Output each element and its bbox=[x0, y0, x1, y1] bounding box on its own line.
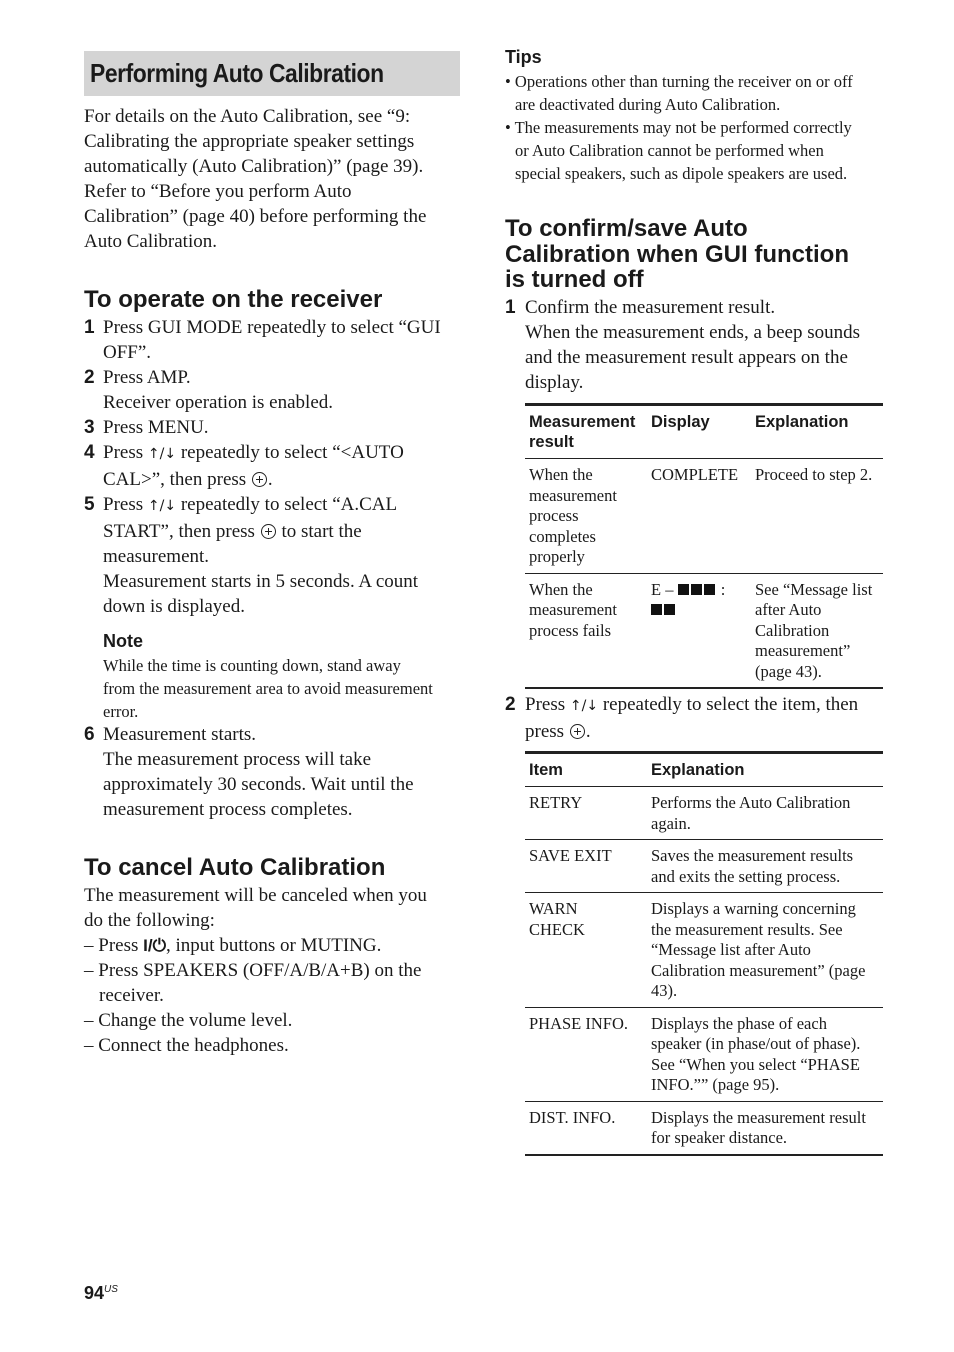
intro-line: Calibration” (page 40) before performing the bbox=[84, 206, 427, 227]
column-header: Measurement result bbox=[529, 413, 636, 451]
column-header: Explanation bbox=[755, 413, 849, 431]
table-row bbox=[525, 840, 883, 893]
page-number bbox=[84, 1283, 118, 1304]
intro-line: Auto Calibration. bbox=[84, 231, 217, 252]
text: : bbox=[720, 579, 726, 599]
step-number: 6 bbox=[84, 724, 95, 745]
table-cell: PHASE INFO. bbox=[529, 1013, 629, 1033]
table-row bbox=[525, 1007, 883, 1101]
step-text: Press GUI MODE repeatedly to select “GUI bbox=[103, 317, 441, 338]
cancel-bullet: – Connect the headphones. bbox=[84, 1035, 289, 1056]
step-text bbox=[103, 519, 460, 544]
block-icon bbox=[704, 584, 715, 595]
step-1 bbox=[84, 315, 460, 365]
note-text bbox=[103, 654, 463, 723]
note-line: from the measurement area to avoid measurement bbox=[103, 679, 433, 698]
table-cell: Displays the measurement result for speaker distance. bbox=[651, 1107, 866, 1147]
table-cell: WARN CHECK bbox=[529, 899, 585, 939]
table-cell: Proceed to step 2. bbox=[755, 465, 873, 484]
operate-heading: To operate on the receiver bbox=[84, 286, 383, 313]
step-text: Confirm the measurement result. bbox=[525, 297, 776, 318]
heading-line: To confirm/save Auto bbox=[505, 215, 748, 242]
table-cell: Displays the phase of each speaker (in phase/out of phase). See “When you select “PHASE INFO.”” (page 95). bbox=[651, 1013, 861, 1094]
page-number-suffix: US bbox=[104, 1284, 118, 1295]
table-cell: Displays a warning concerning the measurement results. See “Message list after Auto Calibration measurement” (page 43). bbox=[651, 899, 866, 1000]
step-text bbox=[525, 692, 885, 719]
step-text: Measurement starts in 5 seconds. A count bbox=[103, 571, 419, 592]
table-cell: SAVE EXIT bbox=[529, 846, 612, 865]
table-cell: When the measurement process fails bbox=[529, 579, 617, 640]
step-5 bbox=[84, 492, 460, 619]
step-text: When the measurement ends, a beep sounds bbox=[525, 322, 861, 343]
enter-button-icon bbox=[261, 524, 276, 539]
step-number: 2 bbox=[84, 367, 95, 388]
step-3 bbox=[84, 415, 460, 440]
result-table bbox=[525, 403, 883, 689]
up-down-arrow-icon: ↑/↓ bbox=[147, 446, 177, 462]
text: Press bbox=[103, 494, 148, 515]
tip-line: are deactivated during Auto Calibration. bbox=[515, 95, 781, 114]
tip-line: • The measurements may not be performed correctly bbox=[505, 118, 852, 137]
tips-heading: Tips bbox=[505, 47, 542, 67]
section-title-banner bbox=[84, 51, 460, 96]
table-cell: Saves the measurement results and exits the setting process. bbox=[651, 846, 854, 886]
note-line: While the time is counting down, stand away bbox=[103, 656, 401, 675]
step-number: 3 bbox=[84, 417, 95, 438]
step-text: approximately 30 seconds. Wait until the bbox=[103, 774, 414, 795]
block-icon bbox=[664, 604, 675, 615]
confirm-step-1 bbox=[505, 295, 885, 395]
step-text: Measurement starts. bbox=[103, 724, 257, 745]
intro-line: automatically (Auto Calibration)” (page 39). bbox=[84, 156, 424, 177]
enter-button-icon bbox=[252, 472, 267, 487]
power-icon: I/⏻ bbox=[143, 936, 167, 955]
confirm-heading bbox=[505, 216, 885, 293]
text: press bbox=[525, 721, 569, 742]
table-row bbox=[525, 1101, 883, 1155]
cancel-heading: To cancel Auto Calibration bbox=[84, 854, 386, 881]
step-text: and the measurement result appears on the bbox=[525, 347, 848, 368]
step-text bbox=[525, 719, 885, 744]
intro-line: For details on the Auto Calibration, see “9: bbox=[84, 106, 411, 127]
step-text: Press AMP. bbox=[103, 367, 191, 388]
text: repeatedly to select “A.CAL bbox=[176, 494, 398, 515]
text: to start the bbox=[276, 521, 362, 542]
step-text: measurement. bbox=[103, 546, 210, 567]
up-down-arrow-icon: ↑/↓ bbox=[147, 498, 177, 514]
step-4 bbox=[84, 440, 460, 492]
intro-line: Calibrating the appropriate speaker settings bbox=[84, 131, 415, 152]
step-number: 5 bbox=[84, 494, 95, 515]
text: START”, then press bbox=[103, 521, 260, 542]
cancel-bullet: – Change the volume level. bbox=[84, 1010, 293, 1031]
step-text bbox=[103, 492, 460, 519]
cancel-bullet-cont: receiver. bbox=[99, 985, 164, 1006]
step-number: 2 bbox=[505, 694, 516, 715]
table-cell: RETRY bbox=[529, 793, 583, 812]
step-text bbox=[103, 440, 460, 467]
cancel-line: do the following: bbox=[84, 910, 215, 931]
tip-line: special speakers, such as dipole speakers are used. bbox=[515, 164, 848, 183]
note-heading: Note bbox=[103, 631, 143, 651]
block-icon bbox=[678, 584, 689, 595]
step-text: down is displayed. bbox=[103, 596, 245, 617]
tip-line: • Operations other than turning the receiver on or off bbox=[505, 72, 853, 91]
column-header: Display bbox=[651, 413, 710, 431]
table-cell: COMPLETE bbox=[651, 465, 739, 484]
step-text: Press MENU. bbox=[103, 417, 209, 438]
text: , input buttons or MUTING. bbox=[166, 935, 382, 956]
text: repeatedly to select the item, then bbox=[598, 694, 859, 715]
table-row bbox=[525, 573, 883, 688]
step-number: 1 bbox=[505, 297, 516, 318]
step-text bbox=[103, 467, 460, 492]
cancel-bullet bbox=[84, 933, 460, 958]
table-header-row bbox=[525, 405, 883, 459]
step-number: 1 bbox=[84, 317, 95, 338]
table-row bbox=[525, 787, 883, 840]
table-cell: See “Message list after Auto Calibration measurement” (page 43). bbox=[755, 579, 873, 681]
section-title: Performing Auto Calibration bbox=[90, 58, 384, 88]
text: CAL>”, then press bbox=[103, 469, 251, 490]
enter-button-icon bbox=[570, 724, 585, 739]
text: . bbox=[585, 721, 591, 742]
tips-list bbox=[505, 70, 885, 185]
column-header: Item bbox=[529, 761, 563, 779]
text: repeatedly to select “<AUTO bbox=[176, 442, 404, 463]
step-number: 4 bbox=[84, 442, 95, 463]
item-table bbox=[525, 751, 883, 1156]
table-row bbox=[525, 459, 883, 574]
column-header: Explanation bbox=[651, 761, 745, 779]
step-text: Receiver operation is enabled. bbox=[103, 392, 334, 413]
step-text: display. bbox=[525, 372, 584, 393]
table-cell: DIST. INFO. bbox=[529, 1107, 616, 1127]
note-line: error. bbox=[103, 702, 139, 721]
step-text: The measurement process will take bbox=[103, 749, 372, 770]
up-down-arrow-icon: ↑/↓ bbox=[569, 698, 599, 714]
table-cell: When the measurement process completes properly bbox=[529, 465, 617, 566]
page-number-value: 94 bbox=[84, 1283, 105, 1303]
cancel-body bbox=[84, 883, 460, 1058]
step-text: OFF”. bbox=[103, 342, 152, 363]
block-icon bbox=[651, 604, 662, 615]
heading-line: is turned off bbox=[505, 266, 644, 293]
tip-line: or Auto Calibration cannot be performed when bbox=[515, 141, 824, 160]
table-header-row bbox=[525, 753, 883, 787]
intro-line: Refer to “Before you perform Auto bbox=[84, 181, 352, 202]
operate-steps bbox=[84, 315, 460, 619]
block-icon bbox=[691, 584, 702, 595]
table-row bbox=[525, 893, 883, 1008]
table-cell bbox=[647, 573, 751, 688]
cancel-line: The measurement will be canceled when you bbox=[84, 885, 427, 906]
text: E – bbox=[651, 579, 674, 599]
text: Press bbox=[103, 442, 148, 463]
step-6 bbox=[84, 722, 460, 822]
cancel-bullet: – Press SPEAKERS (OFF/A/B/A+B) on the bbox=[84, 960, 422, 981]
text: – Press bbox=[84, 935, 144, 956]
text: Press bbox=[525, 694, 570, 715]
confirm-step-2 bbox=[505, 692, 885, 744]
step-text: measurement process completes. bbox=[103, 799, 353, 820]
text: . bbox=[267, 469, 273, 490]
heading-line: Calibration when GUI function bbox=[505, 240, 849, 268]
step-2 bbox=[84, 365, 460, 415]
intro-paragraph bbox=[84, 104, 460, 254]
table-cell: Performs the Auto Calibration again. bbox=[651, 793, 851, 833]
